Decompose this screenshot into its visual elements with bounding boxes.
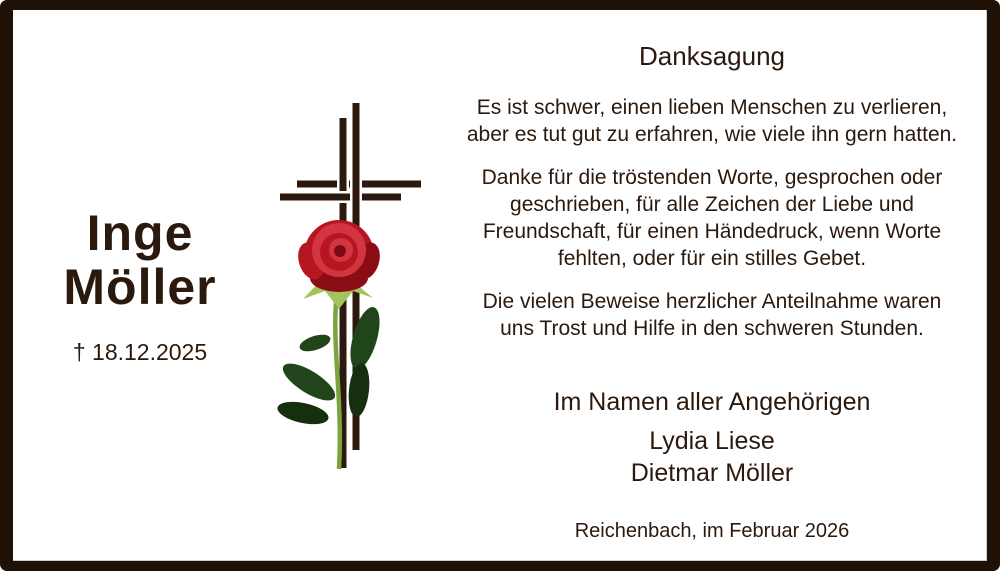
rose-leaf-left-upper: [278, 357, 341, 407]
text-line: Es ist schwer, einen lieben Menschen zu verlieren,: [476, 96, 948, 119]
notice-paragraph-2: [443, 164, 981, 272]
text-line: Danke für die tröstenden Worte, gesprochen oder: [481, 166, 943, 189]
closing-line: Im Namen aller Angehörigen: [553, 388, 871, 416]
mourner-name: Dietmar Möller: [630, 459, 794, 487]
rose-icon: [275, 220, 385, 469]
mourner-name: Lydia Liese: [649, 427, 775, 455]
text-line: Freundschaft, für einen Händedruck, wenn Worte: [482, 220, 942, 243]
rose-leaf-left-lower: [275, 398, 330, 428]
cross-rose-artwork: [253, 95, 423, 485]
text-line: Die vielen Beweise herzlicher Anteilnahme waren: [482, 290, 942, 313]
text-line: fehlten, oder für ein stilles Gebet.: [557, 247, 867, 270]
text-line: uns Trost und Hilfe in den schweren Stunden.: [500, 317, 924, 340]
deceased-first-name: Inge: [86, 205, 194, 261]
text-line: geschrieben, für alle Zeichen der Liebe und: [510, 193, 914, 216]
deceased-name-block: [15, 206, 265, 366]
notice-paragraph-3: [443, 288, 981, 342]
place-date-line: Reichenbach, im Februar 2026: [574, 520, 850, 542]
text-line: aber es tut gut zu erfahren, wie viele ihn gern hatten.: [466, 123, 958, 146]
death-date: † 18.12.2025: [72, 339, 208, 365]
notice-text-block: [443, 40, 981, 544]
deceased-last-name: Möller: [63, 259, 217, 315]
rose-leaf-small: [298, 331, 333, 354]
rose-bloom-core: [334, 245, 346, 257]
notice-title: Danksagung: [639, 41, 785, 71]
notice-paragraph-1: [443, 94, 981, 148]
